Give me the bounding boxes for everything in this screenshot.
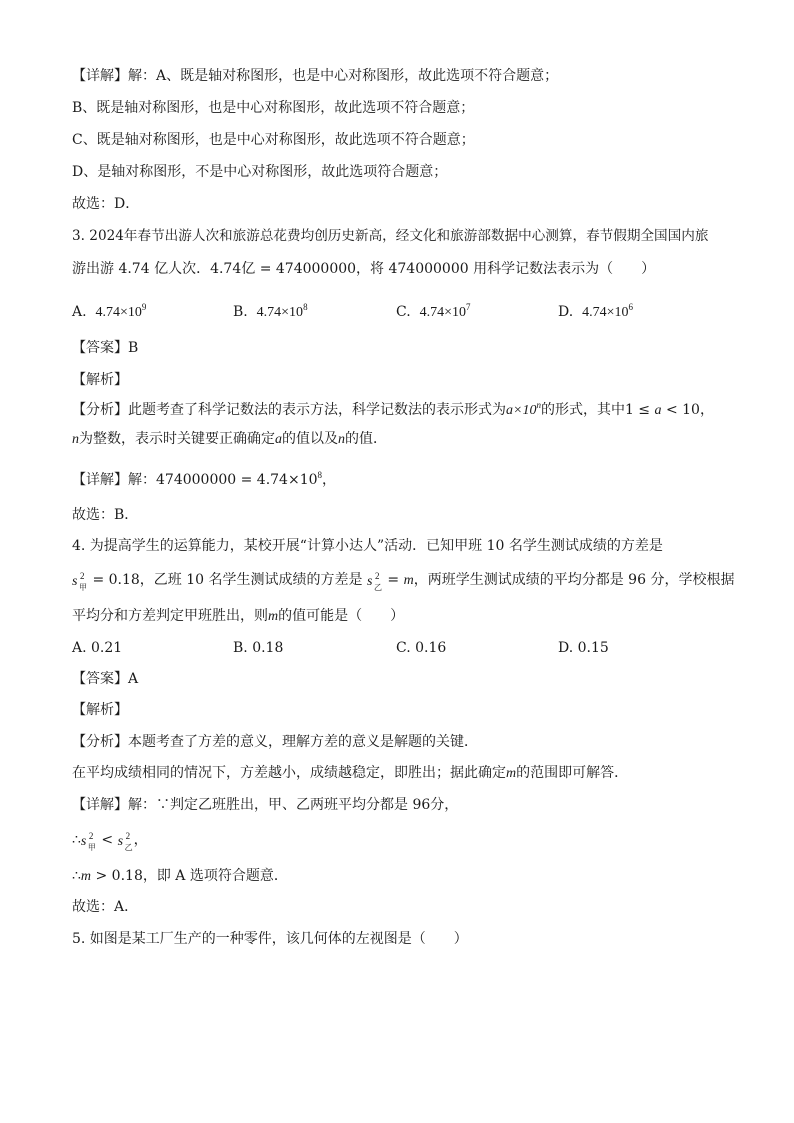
- q3-option-a: A. $4.74\times 10^9$: [72, 302, 147, 320]
- q3-analysis-label: 【解析】: [72, 372, 128, 388]
- q2-detail-line-2: B、既是轴对称图形，也是中心对称图形，故此选项不符合题意；: [72, 100, 475, 116]
- q4-detail-line-1: 【详解】解：∵判定乙班胜出，甲、乙两班平均分都是 96分，: [72, 797, 459, 813]
- q4-detail-line-3: ∴m > 0.18，即 A 选项符合题意．: [72, 868, 288, 884]
- q3-analysis-line-1: 【分析】此题考查了科学记数法的表示方法，科学记数法的表示形式为$a\times 10^n$的形式，其中1 ≤ a < 10，: [72, 400, 714, 418]
- q2-detail-line-1: 【详解】解：A、既是轴对称图形，也是中心对称图形，故此选项不符合题意；: [72, 68, 559, 84]
- q4-answer: 【答案】A: [72, 671, 139, 687]
- q4-option-d: D. 0.15: [558, 640, 609, 656]
- q3-option-c: C. $4.74\times 10^7$: [396, 302, 471, 320]
- q3-choose: 故选：B．: [72, 507, 139, 523]
- q4-analysis-line-2: 在平均成绩相同的情况下，方差越小，成绩越稳定，即胜出；据此确定m的范围即可解答．: [72, 765, 629, 781]
- q3-stem-line-1: 3. 2024年春节出游人次和旅游总花费均创历史新高，经文化和旅游部数据中心测算，春节假期全国国内旅: [72, 228, 709, 244]
- q4-option-b: B. 0.18: [233, 640, 284, 656]
- q2-choose: 故选：D．: [72, 196, 140, 212]
- q4-choose: 故选：A．: [72, 899, 139, 915]
- variance-jia-symbol: s 2 甲: [72, 571, 87, 592]
- q5-stem: 5. 如图是某工厂生产的一种零件，该几何体的左视图是（ ）: [72, 931, 468, 947]
- q4-option-c: C. 0.16: [396, 640, 447, 656]
- q4-option-a: A. 0.21: [72, 640, 123, 656]
- q2-detail-line-4: D、是轴对称图形，不是中心对称图形，故此选项符合题意；: [72, 164, 448, 180]
- q4-detail-line-2: ∴ s 2 甲 < s 2 乙 ，: [72, 831, 148, 852]
- q3-option-b: B. $4.74\times 10^8$: [233, 302, 308, 320]
- q3-stem-line-2: 游出游 4.74 亿人次．4.74亿 = 474000000，将 474000000 用科学记数法表示为（ ）: [72, 261, 656, 277]
- q4-analysis-line-1: 【分析】本题考查了方差的意义，理解方差的意义是解题的关键．: [72, 734, 478, 750]
- q3-option-d: D. $4.74\times 10^6$: [558, 302, 633, 320]
- q4-stem-line-2: s 2 甲 = 0.18，乙班 10 名学生测试成绩的方差是 s 2 乙 = m，两班学生测试成绩的平均分都是 96 分，学校根据: [72, 571, 735, 592]
- q2-detail-line-3: C、既是轴对称图形，也是中心对称图形，故此选项不符合题意；: [72, 132, 475, 148]
- variance-yi-symbol: s 2 乙: [366, 571, 382, 592]
- q3-detail: 【详解】解：$474000000 = 4.74\times 10^8$，: [72, 470, 337, 488]
- q3-analysis-line-2: n为整数，表示时关键要正确确定a的值以及n的值．: [72, 431, 387, 447]
- q4-stem-line-3: 平均分和方差判定甲班胜出，则m的值可能是（ ）: [72, 608, 405, 624]
- q4-stem-line-1: 4. 为提高学生的运算能力，某校开展“计算小达人”活动．已知甲班 10 名学生测试成绩的方差是: [72, 538, 663, 554]
- q4-analysis-label: 【解析】: [72, 702, 128, 718]
- q3-answer: 【答案】B: [72, 340, 139, 356]
